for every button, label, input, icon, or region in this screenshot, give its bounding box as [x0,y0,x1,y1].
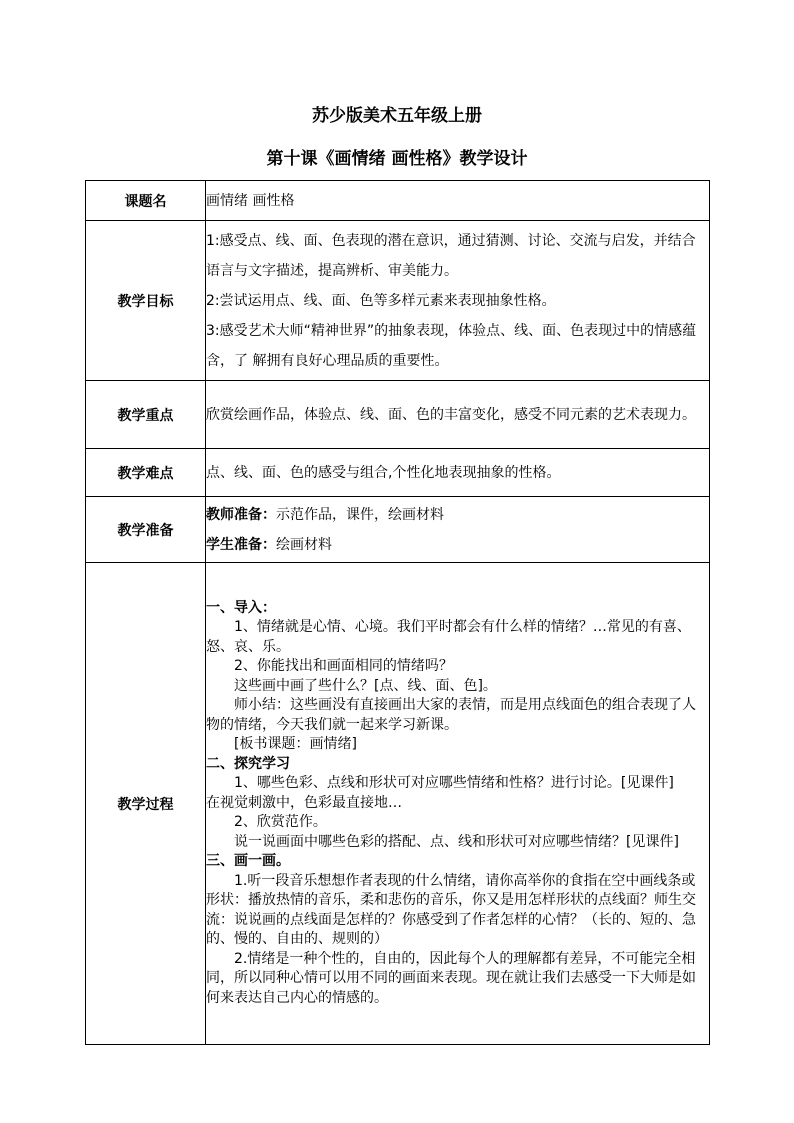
process-paragraph: 1.听一段音乐想想作者表现的什么情绪，请你高举你的食指在空中画线条或形状：播放热情的音乐，柔和悲伤的音乐，你又是用怎样形状的点线面？师生交流：说说画的点线面是怎样的？你感受到了作者怎样的心情？（长的、短的、急的、慢的、自由的、规则的） [206,872,696,948]
process-paragraph: 2、欣赏范作。 [234,814,327,831]
process-paragraph: 1、哪些色彩、点线和形状可对应哪些情绪和性格？进行讨论。[见课件] [234,775,674,792]
process-section-heading: 二、探究学习 [206,755,290,772]
document-title: 苏少版美术五年级上册 [312,106,482,126]
student-preparation-label: 学生准备： [206,536,276,553]
teacher-preparation-label: 教师准备： [206,506,276,523]
row-difficulties [86,449,710,497]
objectives-label: 教学目标 [86,221,206,381]
row-key-points [86,381,710,449]
row-preparation [86,497,710,563]
difficulties-label: 教学难点 [86,449,206,497]
process-cell [206,563,710,1045]
process-paragraph: 这些画中画了些什么？[点、线、面、色]。 [234,677,497,694]
row-process [86,563,710,1045]
process-section-heading: 一、导入： [206,599,276,616]
process-paragraph: 1、情绪就是心情、心境。我们平时都会有什么样的情绪？…常见的有喜、怒、哀、乐。 [206,619,691,655]
student-preparation [206,530,709,560]
process-paragraph: 师小结：这些画没有直接画出大家的表情，而是用点线面色的组合表现了人物的情绪，今天我们就一起来学习新课。 [206,697,696,733]
process-paragraph: 2.情绪是一种个性的，自由的，因此每个人的理解都有差异，不可能完全相同，所以同种心情可以用不同的画面来表现。现在就让我们去感受一下大师是如何来表达自己内心的情感的。 [206,950,696,1006]
objectives-cell [206,221,710,381]
objective-item: 2:尝试运用点、线、面、色等多样元素来表现抽象性格。 [206,292,556,309]
document-subtitle: 第十课《画情绪 画性格》教学设计 [266,149,528,169]
topic-value-cell [206,181,710,221]
process-label: 教学过程 [86,563,206,1045]
process-paragraph: 2、你能找出和画面相同的情绪吗？ [234,658,453,675]
difficulties-cell [206,449,710,497]
teacher-preparation-value: 示范作品，课件，绘画材料 [276,506,444,523]
teacher-preparation [206,500,709,530]
preparation-cell [206,497,710,563]
process-paragraph: 说一说画面中哪些色彩的搭配、点、线和形状可对应哪些情绪？[见课件] [234,833,679,850]
topic-value: 画情绪 画性格 [206,192,295,209]
process-section-heading: 三、画一画。 [206,853,290,870]
objective-item: 3:感受艺术大师“精神世界”的抽象表现，体验点、线、面、色表现过中的情感蕴含，了 解拥有良好心理品质的重要性。 [206,322,697,369]
student-preparation-value: 绘画材料 [276,536,332,553]
preparation-label: 教学准备 [86,497,206,563]
key-points-cell [206,381,710,449]
row-topic [86,181,710,221]
key-points-value: 欣赏绘画作品，体验点、线、面、色的丰富变化，感受不同元素的艺术表现力。 [206,406,696,423]
lesson-plan-table [85,180,710,1045]
process-paragraph: 在视觉刺激中，色彩最直接地… [206,794,402,811]
objective-item: 1:感受点、线、面、色表现的潜在意识，通过猜测、讨论、交流与启发，并结合语言与文字描述，提高辨析、审美能力。 [206,232,696,279]
row-objectives [86,221,710,381]
topic-label: 课题名 [86,181,206,221]
key-points-label: 教学重点 [86,381,206,449]
difficulties-value: 点、线、面、色的感受与组合,个性化地表现抽象的性格。 [206,464,561,481]
process-paragraph: [板书课题：画情绪] [234,736,357,753]
